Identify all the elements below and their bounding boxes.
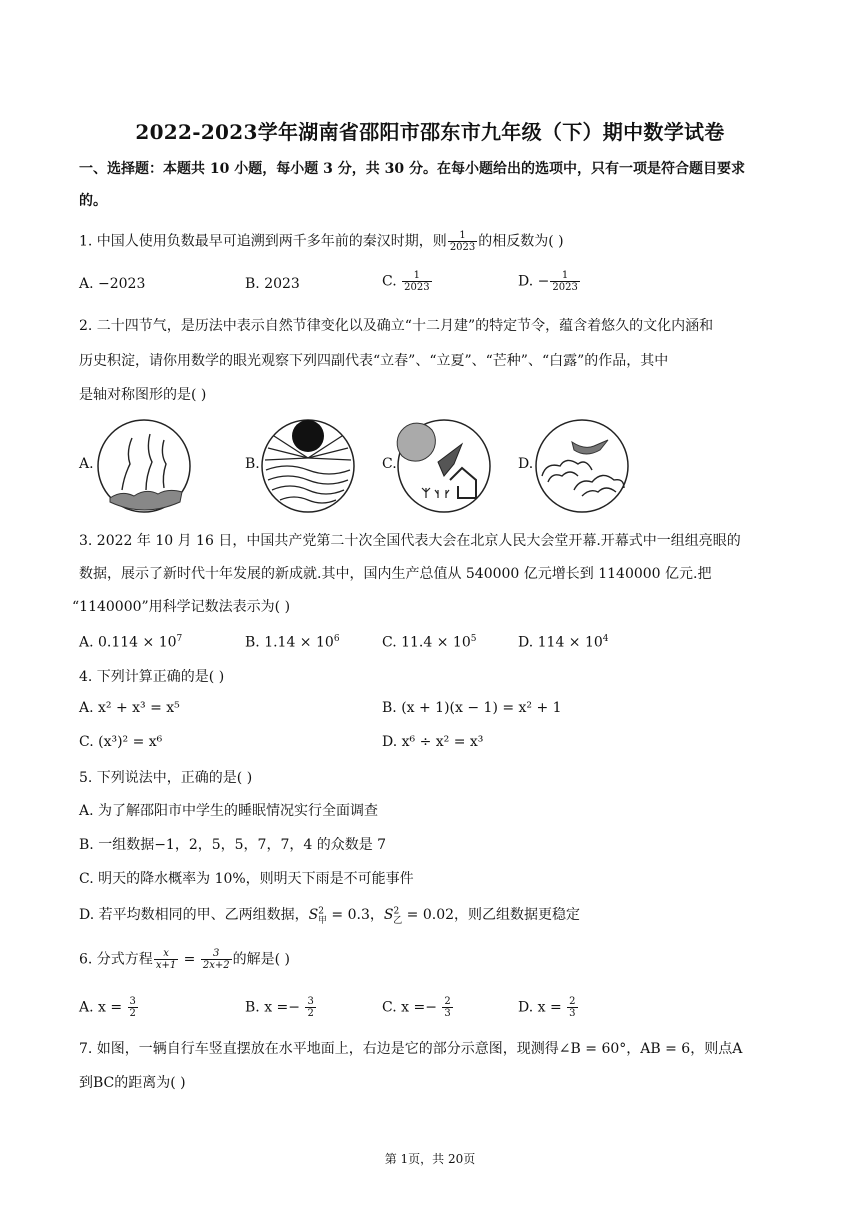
question-4-stem: 4. 下列计算正确的是( ) xyxy=(79,669,225,685)
q5-option-b: B. 一组数据−1，2，5，5，7，7，4 的众数是 7 xyxy=(79,837,387,853)
question-3-line1: 3. 2022 年 10 月 16 日，中国共产党第二十次全国代表大会在北京人民大会堂开幕.开幕式中一组组亮眼的 xyxy=(79,533,741,549)
q2-option-a: A. xyxy=(79,456,94,472)
q2-option-c: C. xyxy=(382,456,397,472)
q3-option-d: D. $114 \times 10^4$ xyxy=(518,634,609,651)
q6-option-d: D. x = $\frac{2}{3}$ xyxy=(518,996,576,1019)
q2-option-b: B. xyxy=(245,456,260,472)
question-1-stem xyxy=(79,230,564,253)
section-heading-cont: 的。 xyxy=(79,193,107,209)
q1-text-a: 1. 中国人使用负数最早可追溯到两千多年前的秦汉时期，则 xyxy=(79,233,447,250)
q1-option-a: A. −2023 xyxy=(79,276,146,292)
q4-option-d: D. x⁶ ÷ x² = x³ xyxy=(382,734,484,750)
question-3-line3: “1140000”用科学记数法表示为( ) xyxy=(72,599,291,615)
question-7-line1: 7. 如图，一辆自行车竖直摆放在水平地面上，右边是它的部分示意图，现测得∠B = 60°，AB = 6，则点A xyxy=(79,1041,743,1057)
q1-option-c: C. $\frac{1}{2023}$ xyxy=(382,270,430,293)
q5-option-c: C. 明天的降水概率为 10%，则明天下雨是不可能事件 xyxy=(79,871,414,887)
q6-option-b: B. x =− $\frac{3}{2}$ xyxy=(245,996,314,1019)
q6-option-c: C. x =− $\frac{2}{3}$ xyxy=(382,996,451,1019)
mangzhong-figure xyxy=(396,418,492,514)
question-2-line3: 是轴对称图形的是( ) xyxy=(79,387,207,403)
question-2-line2: 历史积淀，请你用数学的眼光观察下列四副代表“立春”、“立夏”、“芒种”、“白露”的作品，其中 xyxy=(79,353,669,369)
q4-option-a: A. x² + x³ = x⁵ xyxy=(79,700,180,716)
question-7-line2: 到BC的距离为( ) xyxy=(79,1075,186,1091)
q1-option-b: B. 2023 xyxy=(245,276,300,292)
q6-option-a: A. x = $\frac{3}{2}$ xyxy=(79,996,136,1019)
page-footer: 第 1页，共 20页 xyxy=(384,1152,476,1166)
section-heading: 一、选择题：本题共 10 小题，每小题 3 分，共 30 分。在每小题给出的选项中，只有一项是符合题目要求 xyxy=(79,161,745,177)
page-title: 2022-2023学年湖南省邵阳市邵东市九年级（下）期中数学试卷 xyxy=(135,120,725,144)
question-2-line1: 2. 二十四节气，是历法中表示自然节律变化以及确立“十二月建”的特定节令，蕴含着悠久的文化内涵和 xyxy=(79,318,714,334)
question-5-stem: 5. 下列说法中，正确的是( ) xyxy=(79,770,253,786)
bailu-figure xyxy=(534,418,630,514)
q4-option-c: C. (x³)² = x⁶ xyxy=(79,734,163,750)
question-6-stem: 6. 分式方程 $\frac{x}{x+1}$ = $\frac{3}{2x+2}$ 的解是( ) xyxy=(79,948,290,971)
q3-option-b: B. $1.14 \times 10^6$ xyxy=(245,634,340,651)
q3-option-a: A. $0.114 \times 10^7$ xyxy=(79,634,183,651)
q1-text-b: 的相反数为( ) xyxy=(478,233,564,250)
q1-fraction: $\frac{1}{2023}$ xyxy=(449,230,476,253)
question-3-line2: 数据，展示了新时代十年发展的新成就.其中，国内生产总值从 540000 亿元增长到 1140000 亿元.把 xyxy=(79,566,712,582)
lixia-figure xyxy=(260,418,356,514)
q3-option-c: C. $11.4 \times 10^5$ xyxy=(382,634,477,651)
q4-option-b: B. (x + 1)(x − 1) = x² + 1 xyxy=(382,700,562,716)
q1-option-d: D. − $\frac{1}{2023}$ xyxy=(518,270,578,293)
lichun-figure xyxy=(96,418,192,514)
q2-option-d: D. xyxy=(518,456,534,472)
q5-option-a: A. 为了解邵阳市中学生的睡眠情况实行全面调查 xyxy=(79,803,379,819)
q5-option-d: D. 若平均数相同的甲、乙两组数据，$S^2_甲 = 0.3$，$S^2_乙 = 0.02$，则乙组数据更稳定 xyxy=(79,906,581,926)
